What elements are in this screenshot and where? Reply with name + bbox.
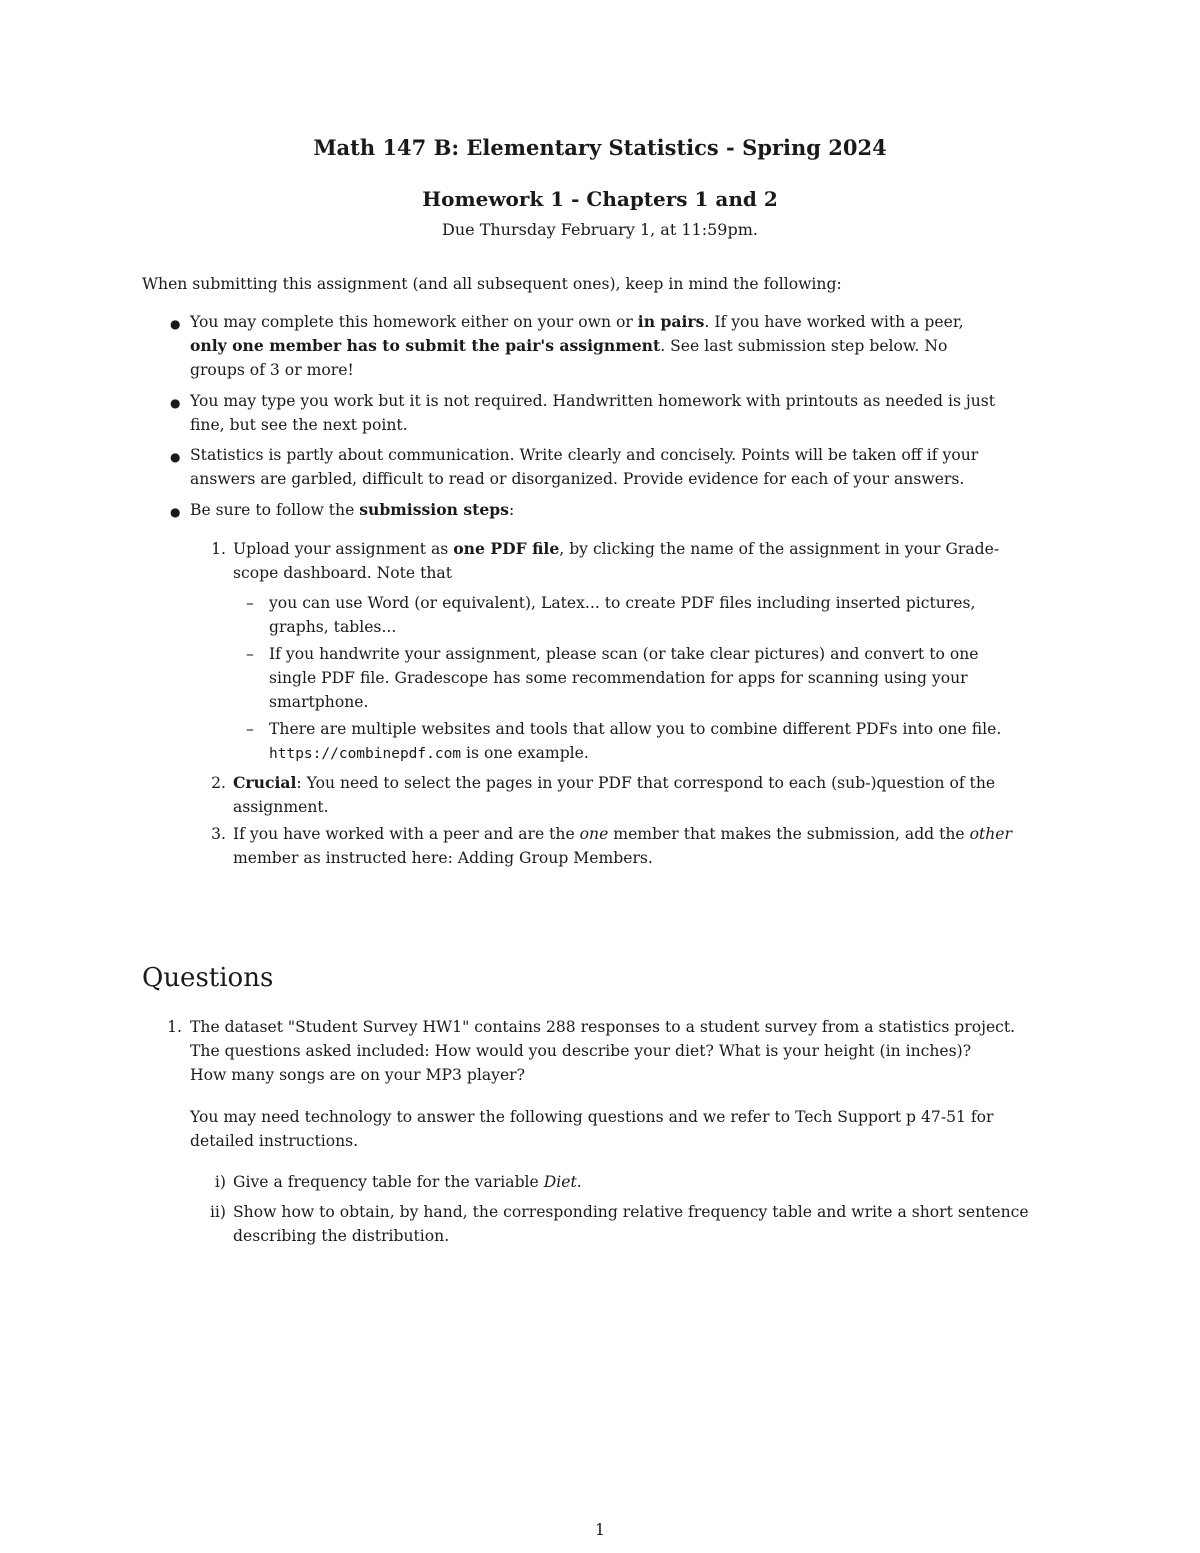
step-1-sub-3-line-1: There are multiple websites and tools that allow you to combine different PDFs into one file. [269, 720, 1002, 738]
question-1-line-3: How many songs are on your MP3 player? [190, 1066, 525, 1084]
bullet-icon: ● [170, 505, 181, 519]
dash-icon: – [246, 594, 254, 612]
step-3-line-2: member as instructed here: Adding Group Members. [233, 849, 653, 867]
bullet-2-line-1: You may type you work but it is not required. Handwritten homework with printouts as needed is just [190, 392, 996, 410]
question-1-line-2: The questions asked included: How would you describe your diet? What is your height (in inches)? [190, 1042, 972, 1060]
bullet-icon: ● [170, 317, 181, 331]
question-1-paragraph-2-line-1: You may need technology to answer the following questions and we refer to Tech Support p 47-51 for [190, 1108, 994, 1126]
question-number: 1. [167, 1018, 182, 1036]
bullet-icon: ● [170, 396, 181, 410]
bullet-4-line-1: Be sure to follow the submission steps: [190, 500, 515, 519]
part-ii-line-2: describing the distribution. [233, 1227, 450, 1245]
step-3-line-1: If you have worked with a peer and are the one member that makes the submission, add the other [233, 825, 1012, 843]
part-i-text: Give a frequency table for the variable Diet. [233, 1173, 582, 1191]
step-1-sub-2-line-2: single PDF file. Gradescope has some recommendation for apps for scanning using your [269, 669, 968, 687]
question-1-paragraph-2-line-2: detailed instructions. [190, 1132, 359, 1150]
dash-icon: – [246, 720, 254, 738]
bullet-2-line-2: fine, but see the next point. [190, 416, 408, 434]
bullet-1-line-1: You may complete this homework either on your own or in pairs. If you have worked with a peer, [190, 312, 964, 331]
step-number: 1. [211, 540, 226, 558]
step-1-sub-2-line-1: If you handwrite your assignment, please scan (or take clear pictures) and convert to one [269, 645, 979, 663]
homework-subtitle: Homework 1 - Chapters 1 and 2 [422, 187, 778, 211]
step-1-sub-1-line-1: you can use Word (or equivalent), Latex... to create PDF files including inserted pictures, [269, 594, 976, 612]
step-1-sub-3-line-2: https://combinepdf.com is one example. [269, 744, 589, 762]
document-title: Math 147 B: Elementary Statistics - Spring 2024 [313, 135, 887, 160]
part-ii-line-1: Show how to obtain, by hand, the corresponding relative frequency table and write a short sentence [233, 1203, 1029, 1221]
bullet-icon: ● [170, 450, 181, 464]
part-number: i) [214, 1173, 226, 1191]
combinepdf-link[interactable]: https://combinepdf.com [269, 746, 462, 762]
step-2-line-2: assignment. [233, 798, 329, 816]
step-1-sub-1-line-2: graphs, tables... [269, 618, 397, 636]
dash-icon: – [246, 645, 254, 663]
step-number: 3. [211, 825, 226, 843]
bullet-1-line-3: groups of 3 or more! [190, 361, 354, 379]
due-date: Due Thursday February 1, at 11:59pm. [442, 220, 758, 239]
questions-heading: Questions [142, 963, 274, 993]
step-1-line-1: Upload your assignment as one PDF file, by clicking the name of the assignment in your Grade- [233, 539, 1000, 558]
bullet-3-line-1: Statistics is partly about communication. Write clearly and concisely. Points will be taken off if your [190, 446, 979, 464]
step-2-line-1: Crucial: You need to select the pages in your PDF that correspond to each (sub-)question of the [233, 773, 996, 792]
step-number: 2. [211, 774, 226, 792]
intro-paragraph: When submitting this assignment (and all subsequent ones), keep in mind the following: [142, 275, 842, 293]
step-1-line-2: scope dashboard. Note that [233, 564, 452, 582]
bullet-3-line-2: answers are garbled, difficult to read or disorganized. Provide evidence for each of your answers. [190, 470, 965, 488]
step-1-sub-2-line-3: smartphone. [269, 693, 369, 711]
question-1-line-1: The dataset "Student Survey HW1" contains 288 responses to a student survey from a statistics project. [190, 1018, 1016, 1036]
part-number: ii) [209, 1203, 226, 1221]
page-number: 1 [594, 1520, 606, 1539]
bullet-1-line-2: only one member has to submit the pair's assignment. See last submission step below. No [190, 336, 948, 355]
